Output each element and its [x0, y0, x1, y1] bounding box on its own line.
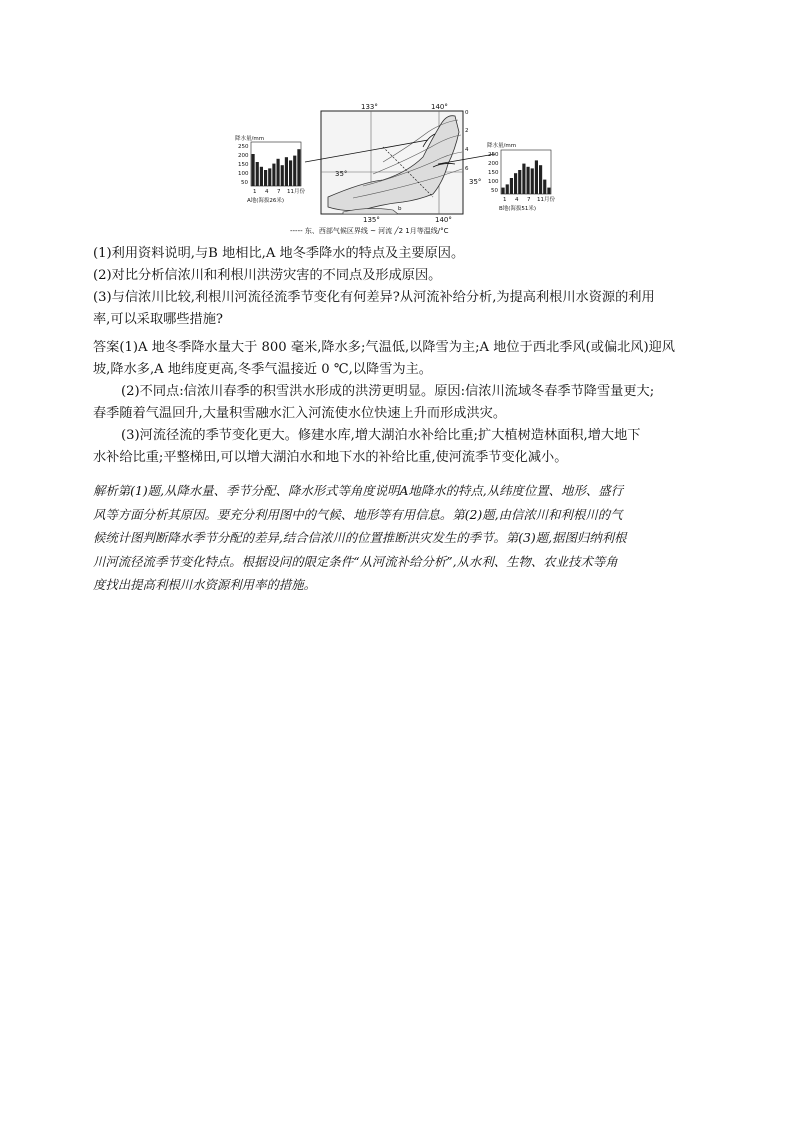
svg-text:250: 250 [488, 152, 499, 158]
svg-text:100: 100 [238, 171, 249, 177]
right-chart-bar [547, 188, 550, 194]
lon-top-2: 140° [431, 103, 448, 111]
analysis-block [93, 479, 705, 597]
right-chart-ylabel: 降水量/mm [487, 143, 517, 149]
svg-text:4: 4 [515, 197, 519, 203]
answer-2-cont: 春季随着气温回升,大量积雪融水汇入河流使水位快速上升而形成洪灾。 [93, 406, 507, 421]
left-chart-ylabel: 降水量/mm [235, 136, 265, 142]
answer-3-cont: 水补给比重;平整梯田,可以增大湖泊水和地下水的补给比重,使河流季节变化减小。 [93, 450, 568, 465]
question-3: (3)与信浓川比较,利根川河流径流季节变化有何差异?从河流补给分析,为提高利根川水资源的利用 [93, 290, 655, 305]
answer-1: 答案(1)A 地冬季降水量大于 800 毫米,降水多;气温低,以降雪为主;A 地位于西北季风(或偏北风)迎风 [93, 340, 675, 355]
left-chart-bar [285, 157, 288, 186]
right-chart-bar [518, 170, 521, 194]
svg-text:150: 150 [238, 162, 249, 168]
svg-text:150: 150 [488, 170, 499, 176]
analysis-1: 解析第(1)题,从降水量、季节分配、降水形式等角度说明A地降水的特点,从纬度位置、地形、盛行 [93, 483, 624, 498]
analysis-3: 候统计图判断降水季节分配的差异,结合信浓川的位置推断洪灾发生的季节。第(3)题,据图归纳利根 [93, 530, 627, 545]
left-chart-bar [272, 164, 275, 186]
right-chart-bar [502, 188, 505, 194]
answer-2: (2)不同点:信浓川春季的积雪洪水形成的洪涝更明显。原因:信浓川流域冬春季节降雪量更大; [121, 384, 655, 399]
right-chart [487, 141, 555, 212]
analysis-2: 风等方面分析其原因。要充分利用图中的气候、地形等有用信息。第(2)题,由信浓川和利根川的气 [93, 506, 623, 522]
lon-bottom-2: 140° [435, 216, 452, 224]
svg-text:7: 7 [527, 197, 531, 203]
figure-legend: ----- 东、西部气候区界线 ~ 河流 ╱2 1月等温线/°C [290, 227, 449, 235]
right-chart-bar [527, 167, 530, 194]
left-chart-bar [252, 154, 255, 186]
right-chart-bar [514, 173, 517, 194]
svg-text:200: 200 [238, 153, 249, 159]
right-chart-bar [531, 168, 534, 194]
left-chart-bar [297, 149, 300, 186]
answer-block [93, 337, 705, 469]
river-letter: b [398, 206, 402, 212]
left-chart-bar [264, 170, 267, 186]
isotherm-2: 2 [465, 128, 469, 134]
svg-text:100: 100 [488, 179, 499, 185]
isotherm-0: 0 [465, 110, 469, 116]
lon-top-1: 133° [361, 103, 378, 111]
question-3-cont: 率,可以采取哪些措施? [93, 312, 223, 327]
left-chart-bar [277, 159, 280, 186]
japan-climate-figure [233, 102, 563, 240]
svg-text:50: 50 [241, 180, 248, 186]
svg-text:4: 4 [265, 189, 269, 195]
svg-text:50: 50 [491, 188, 498, 194]
left-chart [235, 134, 305, 204]
svg-text:1: 1 [503, 197, 507, 203]
left-chart-bar [268, 168, 271, 186]
svg-text:250: 250 [238, 144, 249, 150]
lat-left: 35° [335, 170, 348, 178]
question-2: (2)对比分析信浓川和利根川洪涝灾害的不同点及形成原因。 [93, 268, 442, 283]
lon-bottom-1: 135° [363, 216, 380, 224]
left-chart-bar [289, 160, 292, 186]
right-chart-bar [506, 184, 509, 194]
left-chart-bar [281, 165, 284, 186]
answer-1-cont: 坡,降水多,A 地纬度更高,冬季气温接近 0 ℃,以降雪为主。 [93, 362, 432, 377]
svg-text:11月份: 11月份 [537, 197, 555, 203]
right-chart-bar [543, 180, 546, 194]
svg-text:200: 200 [488, 161, 499, 167]
isotherm-6: 6 [465, 166, 469, 172]
figure-svg [233, 102, 563, 240]
analysis-4: 川河流径流季节变化特点。根据设问的限定条件“从河流补给分析”,从水利、生物、农业技术等角 [93, 553, 618, 569]
lat-right: 35° [469, 178, 482, 186]
svg-text:7: 7 [277, 189, 281, 195]
answer-3: (3)河流径流的季节变化更大。修建水库,增大湖泊水补给比重;扩大植树造林面积,增大地下 [121, 428, 641, 443]
left-chart-caption: A地(海拔26米) [247, 198, 285, 204]
analysis-5: 度找出提高利根川水资源利用率的措施。 [93, 577, 317, 592]
right-chart-bar [510, 178, 513, 194]
right-chart-bar [539, 165, 542, 194]
right-chart-bar [522, 164, 525, 194]
left-chart-bar [256, 162, 259, 186]
svg-text:11月份: 11月份 [287, 189, 305, 195]
questions-block [93, 243, 705, 331]
left-chart-bar [260, 167, 263, 186]
right-chart-bar [535, 160, 538, 194]
right-chart-caption: B地(海拔51米) [499, 206, 537, 212]
svg-text:1: 1 [253, 189, 257, 195]
isotherm-4: 4 [465, 147, 469, 153]
question-1: (1)利用资料说明,与B 地相比,A 地冬季降水的特点及主要原因。 [93, 246, 465, 261]
left-chart-bar [293, 156, 296, 186]
